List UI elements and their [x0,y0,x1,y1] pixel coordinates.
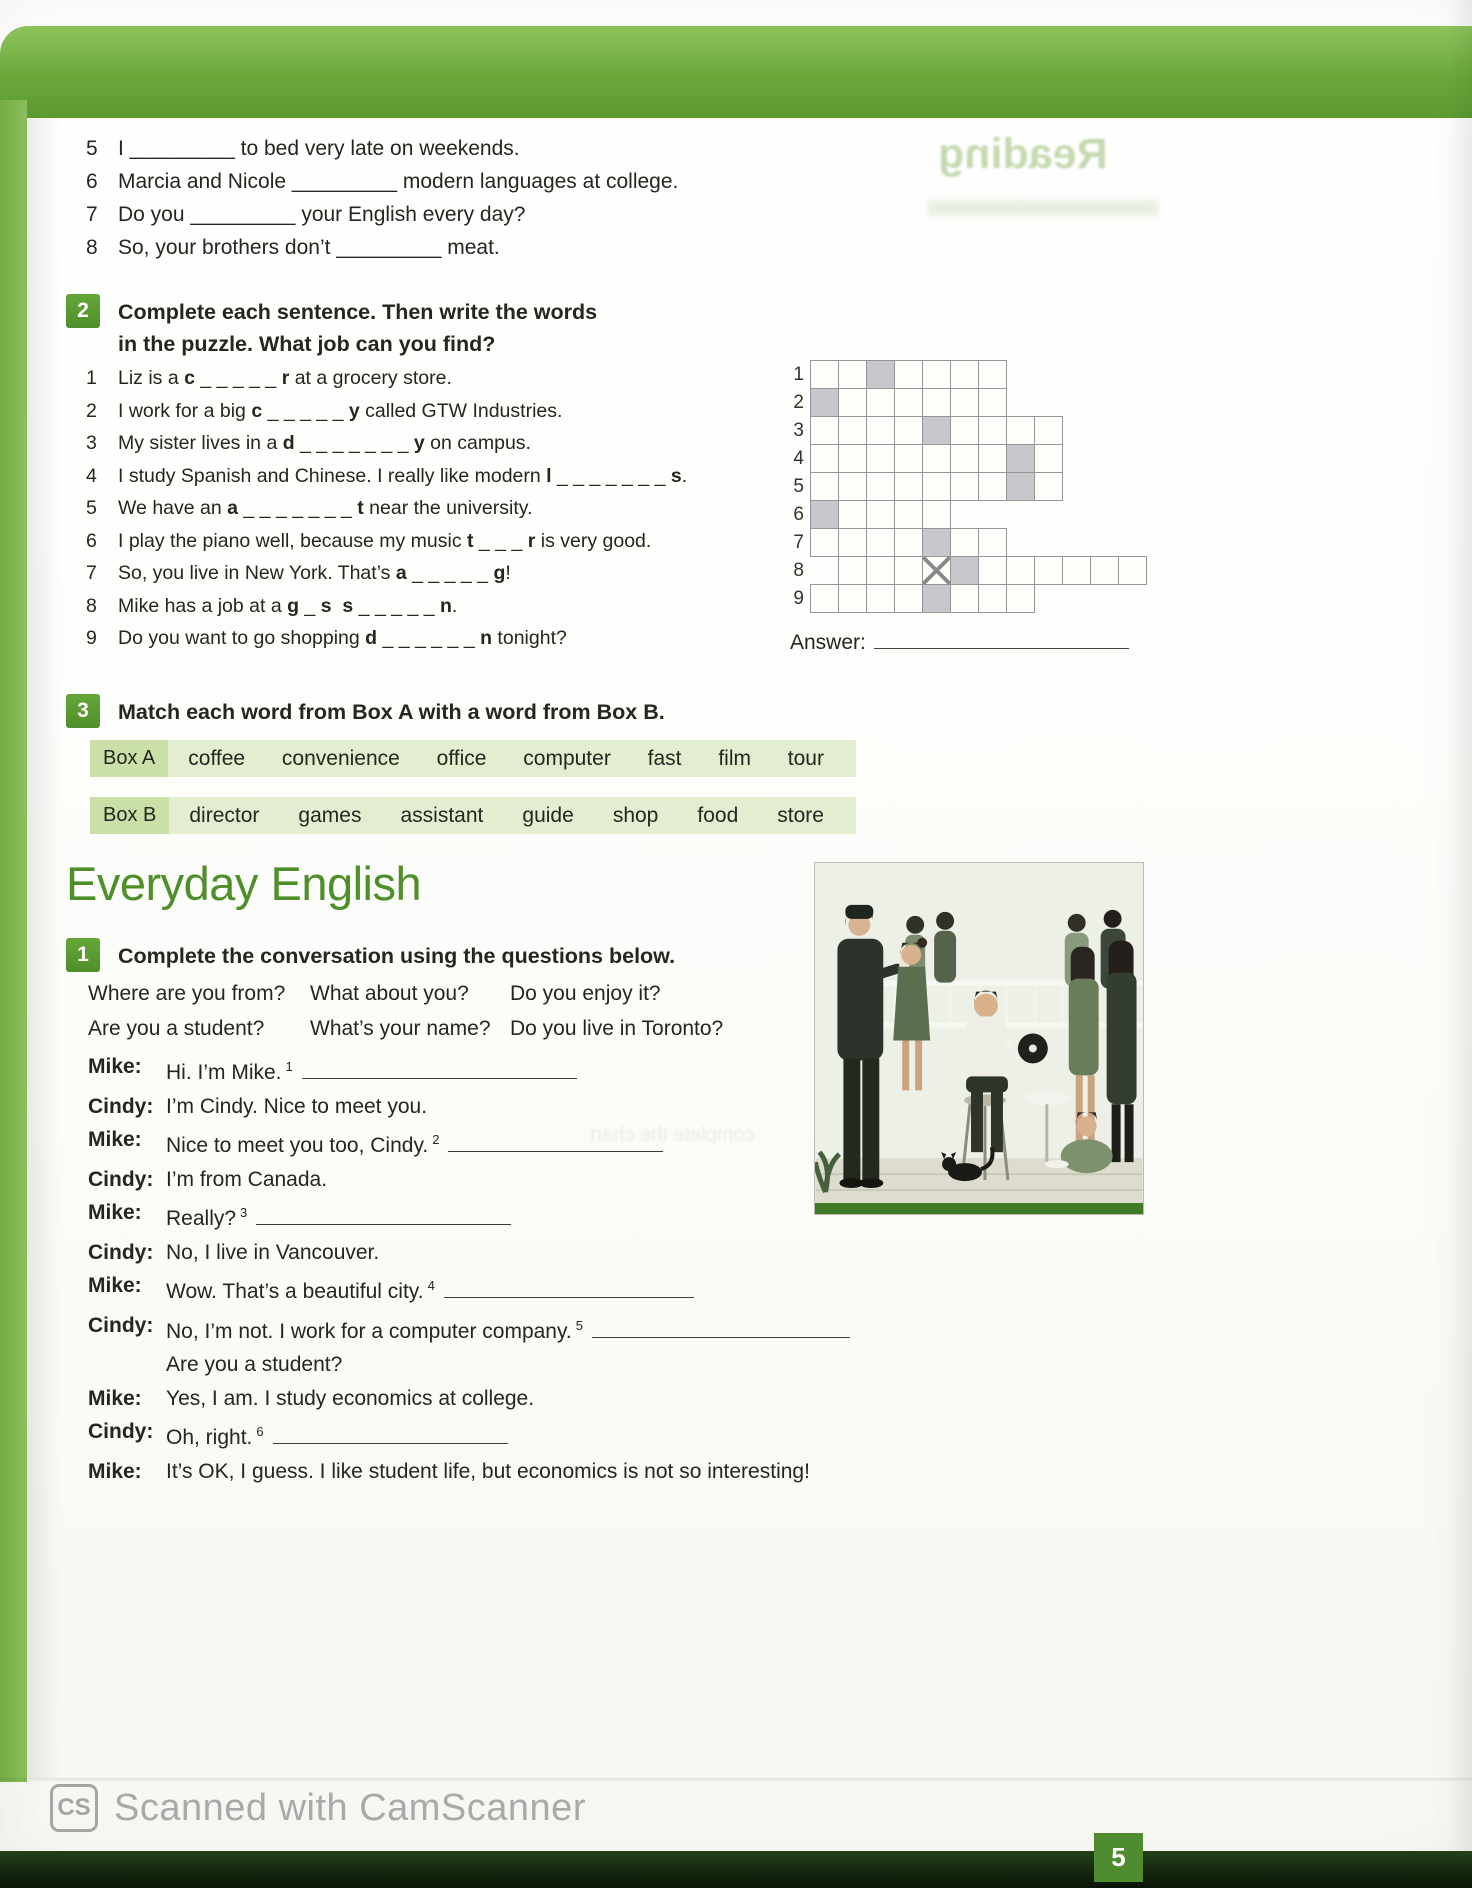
puzzle-row-cells [838,556,1147,585]
puzzle-cell [810,416,839,445]
speaker-name: Mike: [88,1274,142,1297]
fill-in-item [86,138,806,159]
puzzle-cell [838,472,867,501]
speaker-name: Mike: [88,1386,142,1410]
answer-blank-line [302,1074,577,1079]
crossword-puzzle [786,360,1147,655]
box-a-label: Box A [90,740,168,777]
answer-label: Answer: [790,631,866,654]
conversation-text [166,1275,694,1303]
box-b-label: Box B [90,797,169,834]
clue-text: Mike has a job at a g _ s s _ _ _ _ _ n. [118,594,458,617]
puzzle-cell [978,472,1007,501]
clue-number: 7 [86,562,97,584]
puzzle-cell [894,416,923,445]
box-b-words [189,804,856,828]
puzzle-cell [866,416,895,445]
puzzle-grid [786,360,1147,613]
puzzle-cell [838,528,867,557]
clue-number: 6 [86,529,97,552]
conversation-text [166,1461,810,1483]
camscanner-text: Scanned with CamScanner [114,1786,586,1829]
section-heading-everyday-english: Everyday English [66,857,422,910]
puzzle-row-number: 7 [793,531,804,553]
scan-page-edge-line [0,1778,1472,1782]
conversation-text [166,1056,577,1084]
puzzle-cell [838,444,867,473]
clue-item [86,498,806,519]
bleed-through-heading: Reading [938,130,1108,178]
line-text: No, I’m not. I work for a computer company. [166,1319,572,1343]
item-number: 7 [86,203,98,226]
box-word: computer [523,746,611,770]
puzzle-row-number: 5 [793,475,804,497]
puzzle-cell [950,388,979,417]
puzzle-cell [866,500,895,529]
box-b-row [90,797,856,834]
puzzle-row [786,500,1147,529]
puzzle-row-number: 3 [793,419,804,441]
puzzle-cell [894,584,923,613]
question-options [88,982,723,1052]
question-option: Where are you from? [88,982,286,1005]
conversation-text [166,1242,379,1264]
speaker-name: Mike: [88,1128,142,1151]
line-text: Are you a student? [166,1353,343,1376]
box-word: tour [787,746,824,770]
puzzle-cell [978,360,1007,389]
puzzle-cell [922,444,951,473]
conversation-line [88,1421,1328,1449]
question-option: Do you live in Toronto? [510,1017,724,1040]
puzzle-cell [978,584,1007,613]
everyday-exercise1-header [66,938,675,972]
puzzle-row-number: 8 [793,559,804,581]
puzzle-cell [810,528,839,557]
speaker-name: Cindy: [88,1094,154,1118]
puzzle-cell [894,444,923,473]
puzzle-row [786,416,1147,445]
box-word: shop [612,803,659,827]
item-text: Marcia and Nicole _________ modern languages at college. [118,170,679,193]
item-number: 6 [86,170,98,193]
exercise2-number-badge: 2 [66,294,100,328]
clue-number: 5 [86,497,97,519]
puzzle-cell-shaded [922,584,951,613]
puzzle-row-cells [810,584,1035,613]
puzzle-cell-shaded [810,388,839,417]
question-option: What about you? [310,982,469,1005]
party-illustration-image [815,863,1143,1204]
puzzle-row-number: 6 [793,503,804,525]
puzzle-cell [922,360,951,389]
puzzle-cell [894,388,923,417]
clue-item [86,368,806,389]
puzzle-answer-row [790,631,1147,655]
puzzle-cell [866,472,895,501]
puzzle-cell [894,500,923,529]
puzzle-cell [950,472,979,501]
puzzle-cell [950,360,979,389]
conversation-text [166,1169,327,1191]
puzzle-cell [922,472,951,501]
puzzle-row [786,584,1147,613]
puzzle-row-cells [810,444,1063,473]
answer-blank-line [444,1293,694,1298]
illustration-green-bar [815,1203,1143,1214]
bleed-through-line: complete the chart [590,1124,755,1146]
question-option: Are you a student? [88,1017,265,1040]
exercise2-header [66,294,597,360]
puzzle-cell [1006,556,1035,585]
speaker-name: Mike: [88,1459,142,1483]
puzzle-cell [810,360,839,389]
line-text: Oh, right. [166,1426,253,1449]
fill-in-item [86,171,806,192]
item-text: Do you _________ your English every day? [118,203,526,226]
exercise2-title [118,294,597,360]
puzzle-row-cells [810,388,1007,417]
puzzle-cell [950,584,979,613]
everyday-exercise1-instruction: Complete the conversation using the questions below. [118,944,676,968]
puzzle-cell [950,416,979,445]
speaker-name: Cindy: [88,1240,154,1264]
puzzle-row [786,528,1147,557]
puzzle-cell [922,388,951,417]
conversation-line [88,1242,1328,1264]
line-text: It’s OK, I guess. I like student life, but economics is not so interesting! [166,1459,810,1483]
puzzle-cell [1034,416,1063,445]
clue-text: So, you live in New York. That’s a _ _ _ _ _ g! [118,562,511,584]
conversation-text [166,1202,511,1230]
puzzle-cell [838,556,867,585]
box-word: food [697,803,739,827]
clue-number: 9 [86,627,97,649]
puzzle-row-cells [810,360,1007,389]
puzzle-cell [1034,556,1063,585]
puzzle-row-cells [810,500,951,529]
box-word: games [298,803,362,827]
puzzle-cell [1118,556,1147,585]
bleed-through-smudge [928,200,1158,216]
clue-text: My sister lives in a d _ _ _ _ _ _ _ y on campus. [118,432,531,454]
scan-right-edge-shadow [1446,0,1472,1888]
puzzle-row-cells [810,416,1063,445]
exercise3-number-badge: 3 [66,694,100,728]
puzzle-cell [838,584,867,613]
blank-superscript-number: 6 [256,1424,264,1439]
speaker-name: Mike: [88,1201,142,1224]
box-word: guide [522,803,574,827]
question-options-row2 [88,1017,723,1052]
puzzle-row-number: 1 [793,363,804,385]
puzzle-cell [1006,416,1035,445]
puzzle-cell-shaded [922,528,951,557]
question-options-row1 [88,982,723,1017]
answer-blank-line [592,1333,850,1338]
line-text: I’m from Canada. [166,1167,328,1191]
puzzle-cell-crossed [922,556,951,585]
puzzle-cell [950,444,979,473]
verb-fill-in-items [86,138,806,270]
conversation-text [166,1129,663,1157]
page-top-green-band [0,26,1472,118]
box-word: store [777,803,824,827]
clue-text: Liz is a c _ _ _ _ _ r at a grocery store. [118,367,452,389]
clue-number: 3 [86,432,97,454]
box-word: coffee [188,746,246,770]
line-text: Nice to meet you too, Cindy. [166,1134,429,1157]
line-text: Yes, I am. I study economics at college. [166,1386,535,1410]
clue-number: 2 [86,399,97,422]
clue-item [86,596,806,617]
exercise2-clues [86,368,806,661]
puzzle-cell [978,444,1007,473]
puzzle-cell [1006,584,1035,613]
exercise3-title: Match each word from Box A with a word from Box B. [118,700,665,724]
puzzle-cell [1034,472,1063,501]
clue-item [86,531,806,552]
speaker-name [88,1354,166,1376]
answer-blank-line [256,1220,511,1225]
puzzle-cell [838,416,867,445]
puzzle-cell [978,528,1007,557]
puzzle-row-cells [810,528,1007,557]
blank-superscript-number: 2 [432,1132,440,1147]
box-word: film [718,746,751,770]
clue-text: I work for a big c _ _ _ _ _ y called GTW Industries. [118,399,563,422]
speaker-name: Cindy: [88,1313,154,1337]
conversation-text [166,1421,508,1449]
clue-text: Do you want to go shopping d _ _ _ _ _ _ n tonight? [118,627,567,649]
conversation-text [166,1354,342,1376]
puzzle-cell [894,556,923,585]
line-text: Hi. I’m Mike. [166,1061,282,1084]
camscanner-watermark [50,1784,586,1832]
puzzle-cell-shaded [1006,444,1035,473]
puzzle-cell [1062,556,1091,585]
clue-item [86,628,806,649]
exercise3-header [66,694,665,728]
puzzle-row-number: 2 [793,391,804,413]
page-bottom-green-bar [0,1851,1472,1888]
puzzle-cell [810,584,839,613]
blank-superscript-number: 3 [240,1205,248,1220]
conversation-line [88,1315,1328,1343]
puzzle-cell [894,528,923,557]
conversation-line [88,1461,1328,1483]
blank-superscript-number: 1 [285,1059,293,1074]
box-word: office [436,746,487,770]
answer-blank-line [874,644,1129,649]
clue-number: 8 [86,594,97,617]
line-text: I’m Cindy. Nice to meet you. [166,1094,428,1118]
puzzle-row [786,472,1147,501]
box-word: director [189,803,260,827]
puzzle-cell [950,528,979,557]
line-text: Wow. That’s a beautiful city. [166,1280,424,1303]
box-word: convenience [281,746,400,770]
clue-number: 4 [86,464,97,487]
camscanner-logo: CS [50,1784,98,1832]
puzzle-cell [866,556,895,585]
blank-superscript-number: 5 [575,1317,583,1333]
fill-in-item [86,237,806,258]
speaker-name: Cindy: [88,1420,154,1443]
item-text: I _________ to bed very late on weekends. [118,137,520,160]
item-number: 5 [86,137,98,160]
puzzle-row [786,388,1147,417]
box-word: fast [647,746,682,770]
puzzle-cell [810,472,839,501]
item-text: So, your brothers don’t _________ meat. [118,236,500,259]
speaker-name: Cindy: [88,1167,154,1191]
conversation-text [166,1096,427,1118]
box-a-row [90,740,856,777]
conversation-text [166,1315,850,1343]
puzzle-cell [978,556,1007,585]
clue-text: I play the piano well, because my music t _ _ _ r is very good. [118,529,652,552]
clue-item [86,563,806,584]
puzzle-row-cells [810,472,1063,501]
fill-in-item [86,204,806,225]
box-a-words [188,747,856,771]
scan-left-shadow [27,118,61,1778]
answer-blank-line [273,1439,508,1444]
question-option: What’s your name? [310,1017,491,1040]
puzzle-row-number: 9 [793,587,804,609]
blank-superscript-number: 4 [427,1278,435,1293]
line-text: Really? [166,1207,237,1230]
exercise2-title-line1: Complete each sentence. Then write the words [118,300,598,324]
clue-number: 1 [86,367,97,389]
puzzle-row [786,556,1147,585]
line-text: No, I live in Vancouver. [166,1240,380,1264]
conversation-line [88,1388,1328,1410]
puzzle-cell-shaded [950,556,979,585]
conversation-text [166,1388,534,1410]
puzzle-cell [838,360,867,389]
page-number-badge: 5 [1094,1833,1143,1882]
puzzle-cell [1034,444,1063,473]
puzzle-row [786,360,1147,389]
answer-blank-line [448,1147,663,1152]
puzzle-cell [978,416,1007,445]
puzzle-cell [810,444,839,473]
party-illustration [814,862,1144,1215]
puzzle-cell-shaded [866,360,895,389]
exercise2-title-line2: in the puzzle. What job can you find? [118,332,496,356]
conversation-line [88,1354,1328,1376]
puzzle-row [786,444,1147,473]
puzzle-cell [866,528,895,557]
clue-item [86,433,806,454]
puzzle-row-number: 4 [793,447,804,469]
puzzle-cell [866,444,895,473]
puzzle-cell [1090,556,1119,585]
puzzle-cell [838,388,867,417]
box-word: assistant [400,803,484,827]
page-left-green-strip [0,100,27,1782]
puzzle-cell [838,500,867,529]
puzzle-cell-shaded [810,500,839,529]
clue-text: I study Spanish and Chinese. I really like modern l _ _ _ _ _ _ _ s. [118,464,688,487]
puzzle-cell [894,472,923,501]
speaker-name: Mike: [88,1055,142,1078]
puzzle-cell-shaded [1006,472,1035,501]
everyday-exercise1-number-badge: 1 [66,938,100,972]
puzzle-cell [978,388,1007,417]
clue-item [86,401,806,422]
clue-text: We have an a _ _ _ _ _ _ _ t near the university. [118,497,533,519]
item-number: 8 [86,236,98,259]
puzzle-cell [866,388,895,417]
puzzle-cell [894,360,923,389]
conversation-line [88,1275,1328,1303]
puzzle-cell [866,584,895,613]
puzzle-cell [922,500,951,529]
clue-item [86,466,806,487]
puzzle-cell-shaded [922,416,951,445]
question-option: Do you enjoy it? [510,982,661,1005]
